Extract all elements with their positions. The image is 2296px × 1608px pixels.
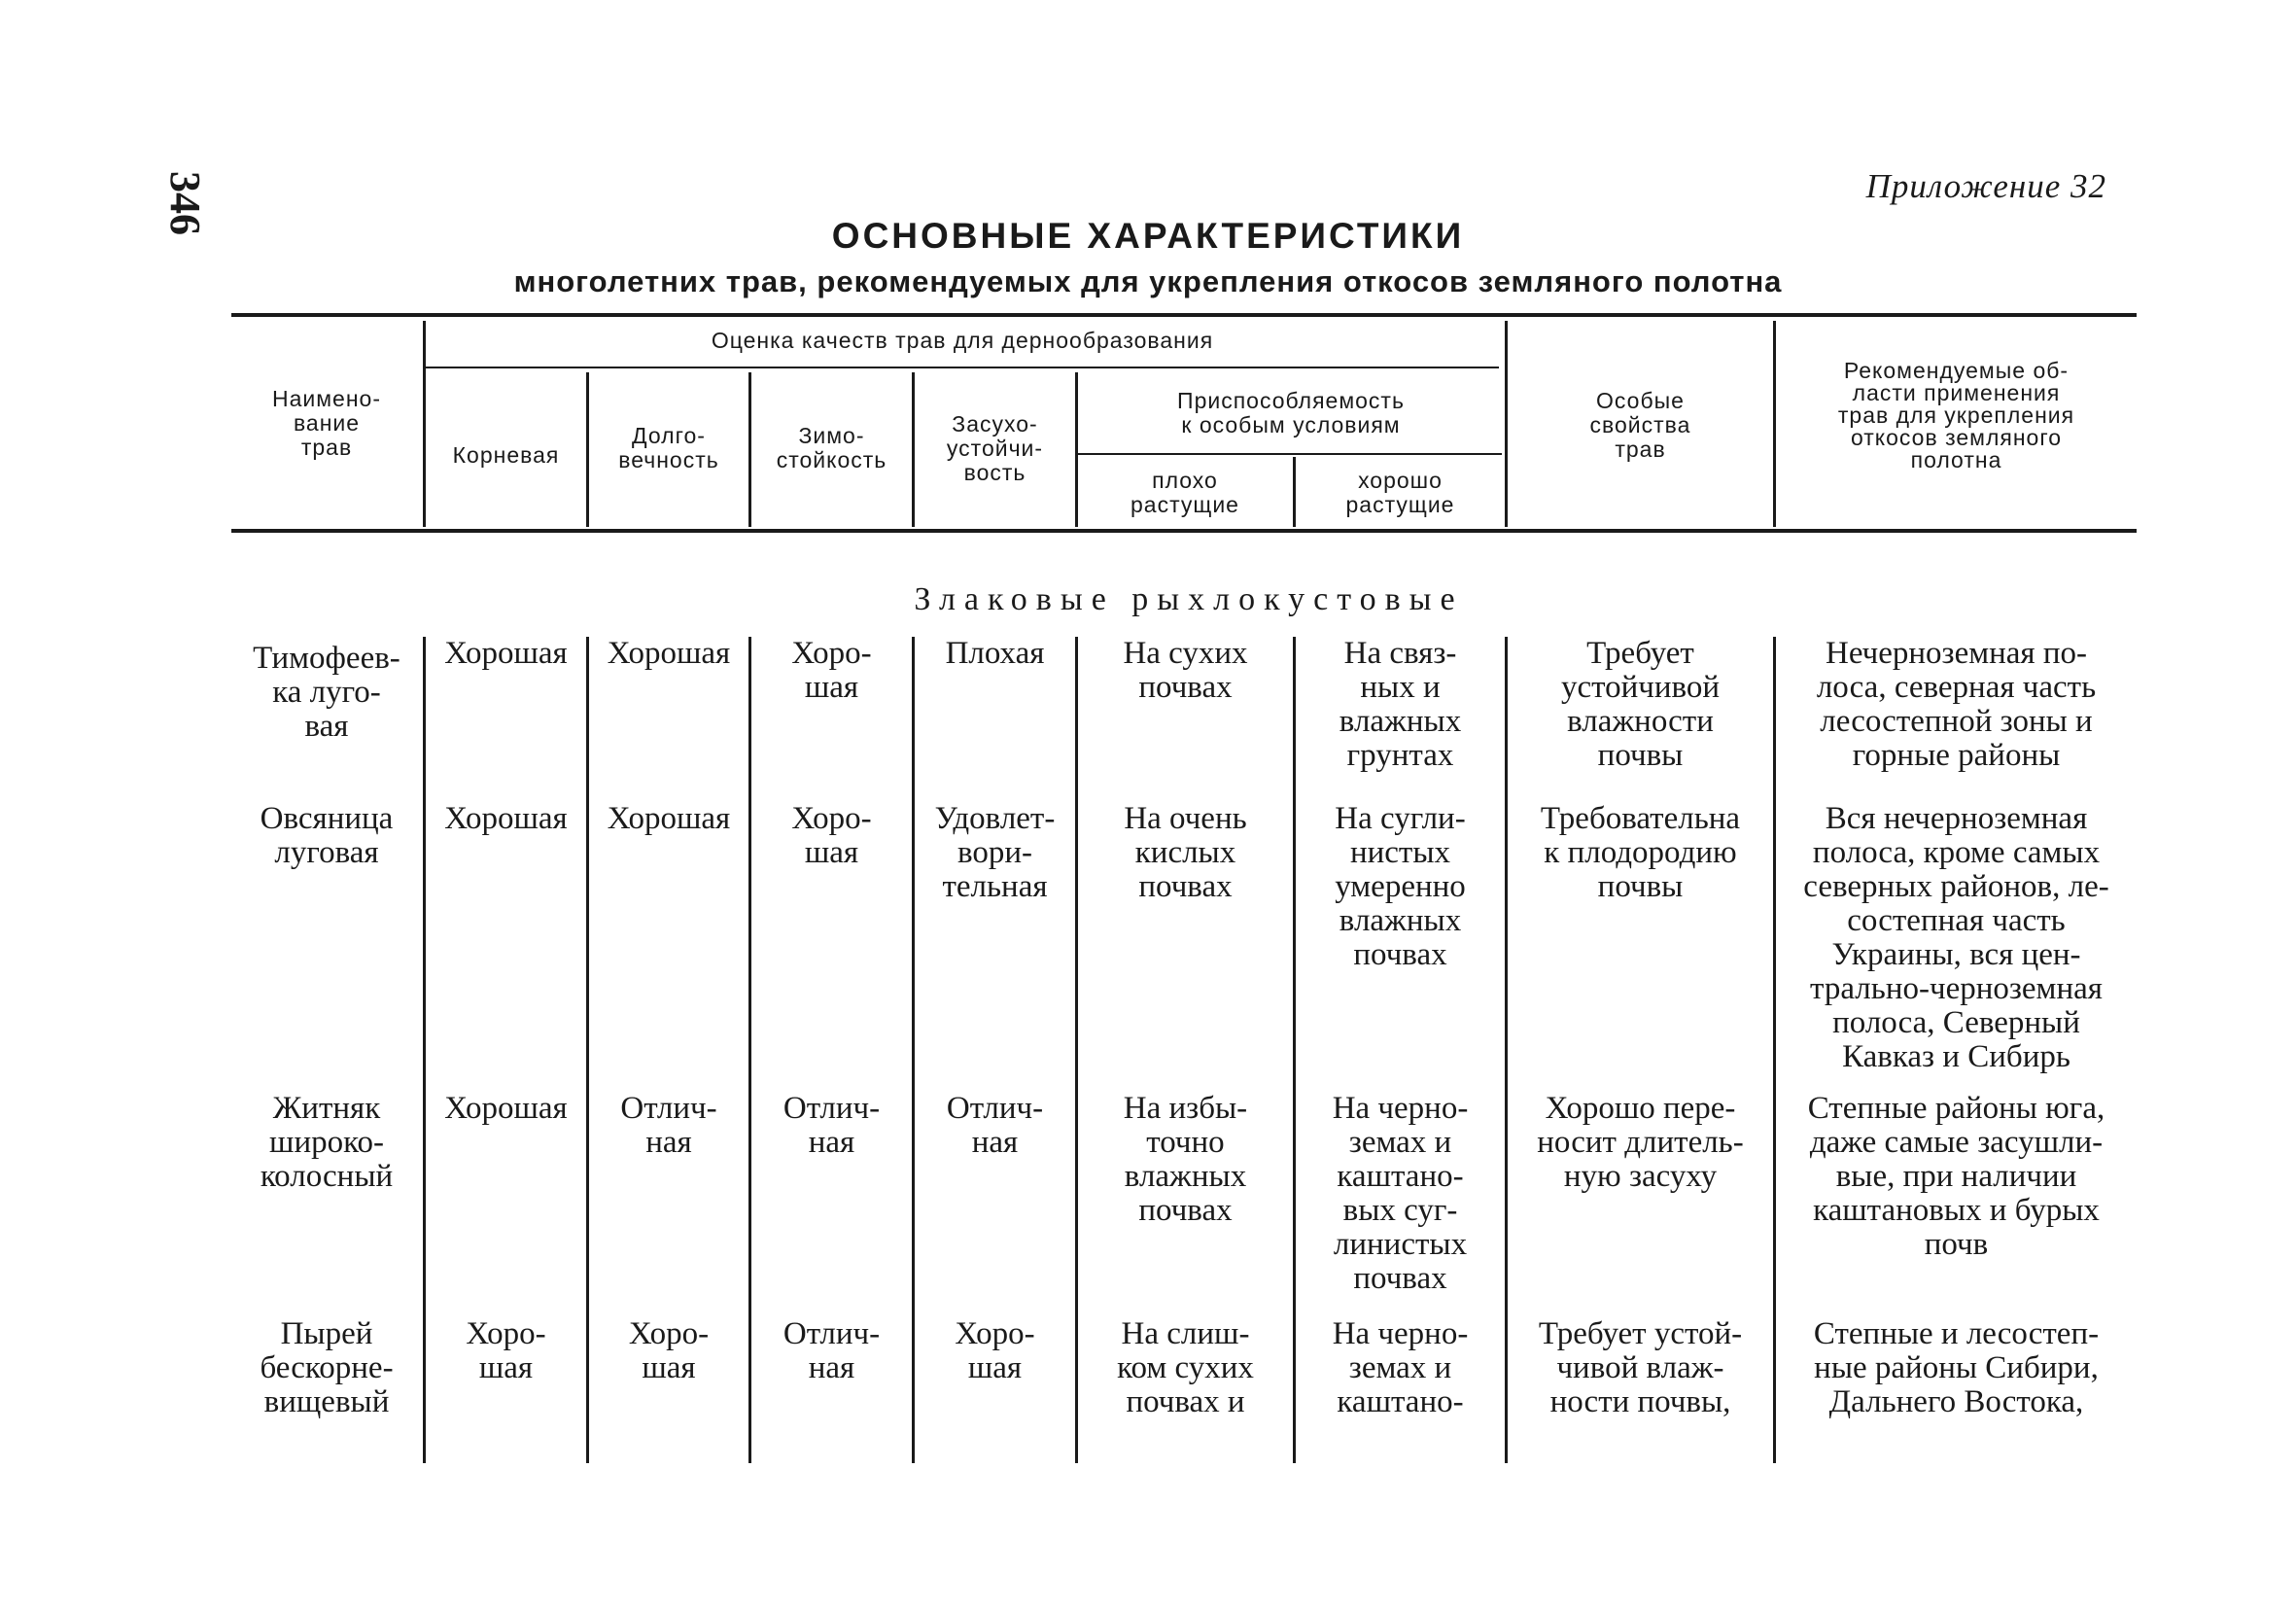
cell-special: Требовательна к плодородию почвы — [1540, 801, 1741, 904]
header-special: Особые свойства трав — [1589, 388, 1691, 462]
cell-root: Хорошая — [444, 801, 568, 836]
cell-recommended: Степные районы юга, даже самые засушли- вые, при наличии каштановых и бурых почв — [1807, 1091, 2105, 1262]
cell-drought: Удовлет- вори- тельная — [934, 801, 1056, 904]
header-good: хорошо растущие — [1345, 468, 1455, 517]
header-root: Корневая — [452, 442, 560, 468]
cell-drought: Плохая — [945, 636, 1045, 671]
cell-winter: Отлич- ная — [783, 1091, 881, 1160]
header-drought: Засухо- устойчи- вость — [946, 411, 1044, 485]
cell-longevity: Хорошая — [607, 801, 731, 836]
cell-name: Пырей бескорне- вищевый — [260, 1316, 394, 1419]
page-subtitle: многолетних трав, рекомендуемых для укрепления откосов земляного полотна — [513, 264, 1783, 298]
cell-root: Хоро- шая — [466, 1316, 546, 1385]
cell-good: На сугли- нистых умеренно влажных почвах — [1335, 801, 1466, 972]
cell-recommended: Нечерноземная по- лоса, северная часть лесостепной зоны и горные районы — [1816, 636, 2097, 773]
quality-group-rule — [426, 367, 1499, 368]
header-adapt-group: Приспособляемость к особым условиям — [1177, 388, 1405, 437]
section-title: Злаковые рыхлокустовые — [914, 581, 1464, 617]
appendix-label: Приложение 32 — [1865, 167, 2106, 205]
cell-special: Требует устойчивой влажности почвы — [1560, 636, 1721, 773]
cell-special: Требует устой- чивой влаж- ности почвы, — [1538, 1316, 1743, 1419]
cell-good: На связ- ных и влажных грунтах — [1339, 636, 1462, 773]
table-top-rule — [231, 313, 2137, 317]
cell-drought: Отлич- ная — [946, 1091, 1044, 1160]
header-quality-group: Оценка качеств трав для дернообразования — [711, 328, 1214, 353]
cell-root: Хорошая — [444, 1091, 568, 1126]
page-number: 346 — [161, 171, 209, 235]
cell-winter: Отлич- ная — [783, 1316, 881, 1385]
cell-bad: На слиш- ком сухих почвах и — [1117, 1316, 1254, 1419]
page-title: ОСНОВНЫЕ ХАРАКТЕРИСТИКИ — [831, 216, 1465, 256]
cell-name: Житняк широко- колосный — [260, 1091, 394, 1194]
cell-good: На черно- земах и каштано- вых суг- линистых почвах — [1332, 1091, 1469, 1296]
header-bottom-rule — [231, 529, 2137, 533]
cell-winter: Хоро- шая — [791, 636, 872, 705]
cell-recommended: Степные и лесостеп- ные районы Сибири, Дальнего Востока, — [1813, 1316, 2100, 1419]
cell-drought: Хоро- шая — [955, 1316, 1035, 1385]
cell-longevity: Хорошая — [607, 636, 731, 671]
header-recommended: Рекомендуемые об- ласти применения трав для укрепления откосов земляного полотна — [1837, 358, 2075, 472]
cell-bad: На избы- точно влажных почвах — [1123, 1091, 1248, 1228]
adapt-group-rule — [1077, 453, 1502, 455]
header-name: Наимено- вание трав — [271, 386, 381, 460]
header-winter: Зимо- стойкость — [776, 423, 887, 472]
cell-bad: На сухих почвах — [1123, 636, 1248, 705]
cell-recommended: Вся нечерноземная полоса, кроме самых северных районов, ле- состепная часть Украины, вся цен- трально-черноземная полоса, Северный Кавказ и Сибирь — [1803, 801, 2109, 1074]
cell-longevity: Хоро- шая — [628, 1316, 710, 1385]
cell-root: Хорошая — [444, 636, 568, 671]
cell-winter: Хоро- шая — [791, 801, 872, 870]
cell-bad: На очень кислых почвах — [1124, 801, 1247, 904]
cell-special: Хорошо пере- носит длитель- ную засуху — [1537, 1091, 1744, 1194]
header-bad: плохо растущие — [1131, 468, 1239, 517]
cell-good: На черно- земах и каштано- — [1332, 1316, 1469, 1419]
cell-longevity: Отлич- ная — [620, 1091, 717, 1160]
cell-name: Овсяница луговая — [260, 801, 394, 870]
header-longevity: Долго- вечность — [618, 423, 719, 472]
cell-name: Тимофеев- ка луго- вая — [253, 641, 400, 744]
